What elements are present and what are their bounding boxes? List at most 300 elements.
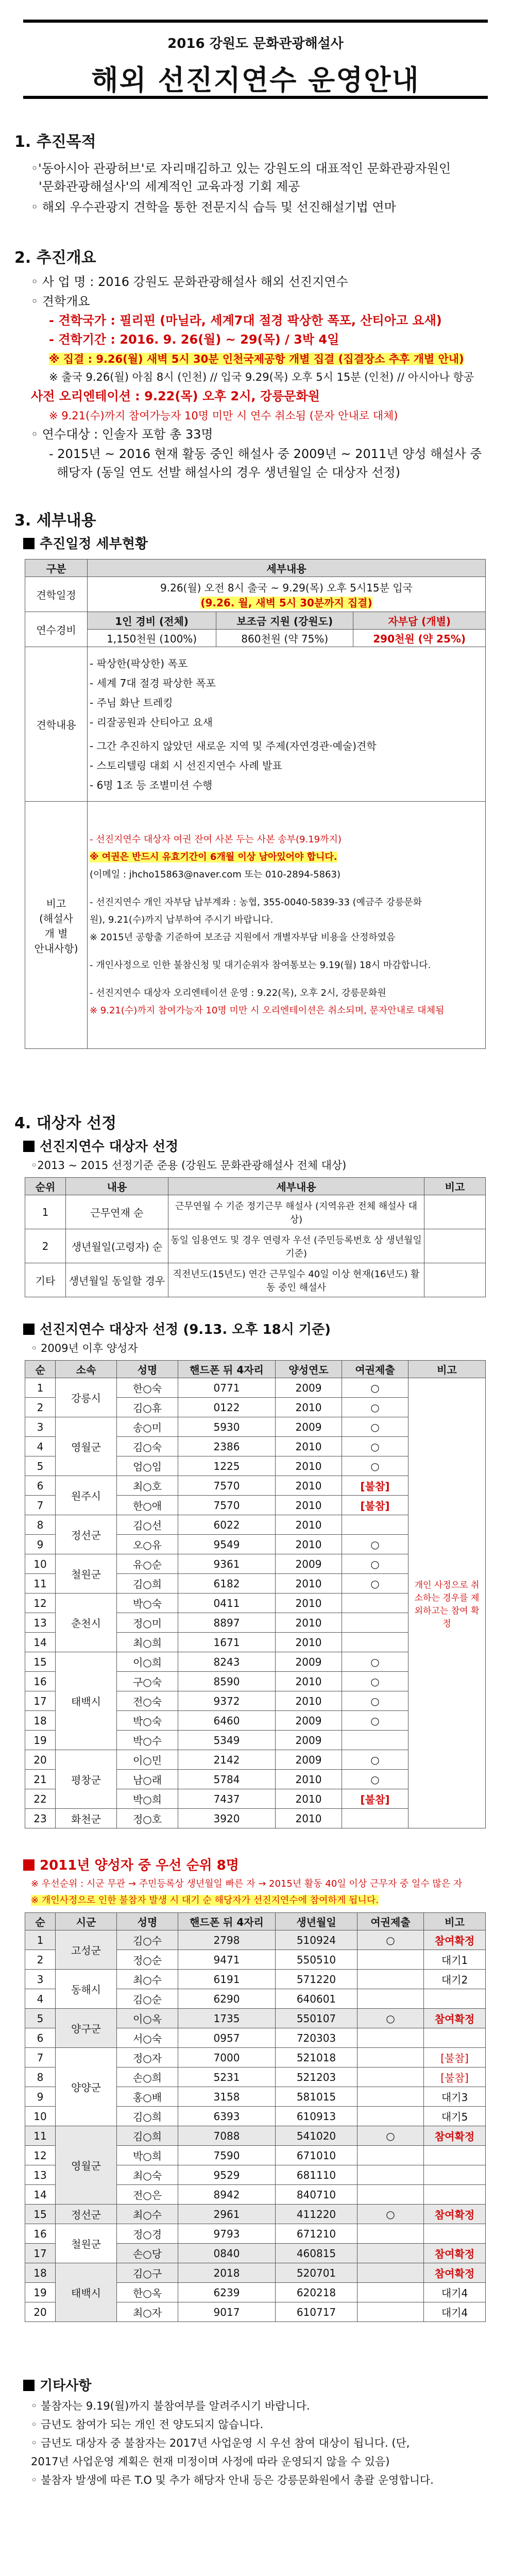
sel-table-header: 비고 xyxy=(408,1361,486,1378)
table-cell: 영월군 xyxy=(56,2126,117,2205)
table-cell xyxy=(357,2224,424,2244)
table-cell: 550510 xyxy=(276,1950,357,1970)
table-cell: 23 xyxy=(25,1809,56,1828)
table-cell: 19 xyxy=(25,1731,56,1750)
table-cell: 2010 xyxy=(276,1535,342,1554)
table-cell: 정○호 xyxy=(117,1809,178,1828)
note-item: - 개인사정으로 인한 불참신청 및 대기순위자 참여통보는 9.19(월) 18시 마감합니다. xyxy=(90,959,431,971)
table-cell xyxy=(357,2028,424,2048)
table-cell: 12 xyxy=(25,1594,56,1613)
cost-v3: 290천원 (약 25%) xyxy=(353,630,486,647)
table-cell: 2798 xyxy=(178,1930,276,1950)
table-cell: 520701 xyxy=(276,2263,357,2283)
table-cell xyxy=(424,1229,486,1263)
table-cell: 8942 xyxy=(178,2185,276,2205)
notes-label-3: 개 별 xyxy=(44,927,68,940)
table-cell: 김○순 xyxy=(117,1989,178,2009)
table-cell xyxy=(357,2263,424,2283)
table-cell: 대기4 xyxy=(424,2283,486,2302)
table-cell: 2961 xyxy=(178,2205,276,2224)
table-cell: ○ xyxy=(342,1672,408,1691)
table-cell: 681110 xyxy=(276,2165,357,2185)
table-cell: 이○옥 xyxy=(117,2009,178,2028)
s4-sub3 xyxy=(23,1855,239,1874)
pri-table-header: 순 xyxy=(25,1913,56,1930)
table-cell: 홍○배 xyxy=(117,2087,178,2107)
table-cell: 7088 xyxy=(178,2126,276,2146)
etc-item: 2017년 사업운영 계획은 현재 미정이며 사정에 따라 운영되지 않을 수 있음) xyxy=(31,2455,390,2468)
content-cell xyxy=(88,647,486,802)
table-cell: 5 xyxy=(25,1456,56,1476)
table-cell: [불참] xyxy=(342,1789,408,1809)
table-cell: 20 xyxy=(25,2302,56,2322)
table-cell: 철원군 xyxy=(56,1554,117,1594)
table-cell: 2009 xyxy=(276,1652,342,1672)
table-cell: 최○수 xyxy=(117,2205,178,2224)
table-row xyxy=(25,2205,486,2224)
table-cell: 17 xyxy=(25,2244,56,2263)
table-cell xyxy=(424,1263,486,1297)
table-cell: [불참] xyxy=(424,2067,486,2087)
etc-item: ◦ 불참자는 9.19(월)까지 불참여부를 알려주시기 바랍니다. xyxy=(31,2400,310,2412)
table-cell: ○ xyxy=(342,1711,408,1731)
etc-item: ◦ 불참자 발생에 따른 T.O 및 추가 해당자 안내 등은 강릉문화원에서 총괄 운영합니다. xyxy=(31,2474,434,2486)
table-cell xyxy=(357,2067,424,2087)
table-cell: 5 xyxy=(25,2009,56,2028)
table-cell: 정선군 xyxy=(56,1515,117,1554)
table-cell xyxy=(357,2087,424,2107)
table-cell xyxy=(357,2165,424,2185)
table-cell: 3920 xyxy=(178,1809,276,1828)
sel-table-header: 양성연도 xyxy=(276,1361,342,1378)
crit-table-header: 비고 xyxy=(424,1178,486,1195)
s2-r11: 해당자 (동일 연도 선발 해설사의 경우 생년월일 순 대상자 선정) xyxy=(57,465,400,480)
table-cell: 2010 xyxy=(276,1456,342,1476)
table-cell: 대기4 xyxy=(424,2302,486,2322)
table-cell xyxy=(424,2185,486,2205)
table-cell: 12 xyxy=(25,2146,56,2165)
cost-h3: 자부담 (개별) xyxy=(353,612,486,630)
note-spacer xyxy=(90,884,483,894)
table-cell: 직전년도(15년도) 연간 근무일수 40일 이상 현재(16년도) 활동 중인 해설사 xyxy=(168,1263,424,1297)
table-cell: 대기2 xyxy=(424,1970,486,1989)
cost-h2: 보조금 지원 (강원도) xyxy=(216,612,353,630)
table-cell: 최○자 xyxy=(117,2302,178,2322)
schedule-table xyxy=(25,559,486,1049)
table-cell: 이○민 xyxy=(117,1750,178,1770)
priority-table xyxy=(25,1912,486,2322)
cost-label: 연수경비 xyxy=(25,612,88,647)
table-cell: 3 xyxy=(25,1970,56,1989)
s2-r10: - 2015년 ~ 2016 현재 활동 중인 해설사 중 2009년 ~ 2011년 양성 해설사 중 xyxy=(49,447,482,461)
s3-sub xyxy=(23,533,148,552)
trip-label: 견학일정 xyxy=(25,577,88,612)
table-cell: 20 xyxy=(25,1750,56,1770)
content-item: - 세계 7대 절경 팍상한 폭포 xyxy=(90,676,216,689)
table-cell: 동해시 xyxy=(56,1970,117,2009)
note-item: ※ 2015년 공항출 기준하여 보조금 지원에서 개별자부담 비용을 산정하였음 xyxy=(90,931,396,943)
table-cell: 0957 xyxy=(178,2028,276,2048)
content-item: - 6명 1조 등 조별미션 수행 xyxy=(90,778,213,791)
table-cell: 2010 xyxy=(276,1496,342,1515)
etc-item: ◦ 금년도 참여가 되는 개인 전 양도되지 않습니다. xyxy=(31,2418,264,2431)
table-cell: 대기1 xyxy=(424,1950,486,1970)
table-cell: 19 xyxy=(25,2283,56,2302)
bullet-square-icon xyxy=(23,538,35,549)
s2-r4: - 견학기간 : 2016. 9. 26(월) ~ 29(목) / 3박 4일 xyxy=(49,332,339,347)
note-item: ※ 9.21(수)까지 참여가능자 10명 미만 시 오리엔테이션은 취소되며, 문자안내로 대체됨 xyxy=(90,1005,445,1016)
table-cell: 9372 xyxy=(178,1691,276,1711)
bullet-square-icon xyxy=(23,2380,35,2391)
content-list xyxy=(90,654,483,795)
table-cell: 10 xyxy=(25,1554,56,1574)
s2-r7: 사전 오리엔테이션 : 9.22(목) 오후 2시, 강릉문화원 xyxy=(31,389,320,403)
table-row xyxy=(25,2009,486,2028)
table-cell: 8243 xyxy=(178,1652,276,1672)
table-cell: 5784 xyxy=(178,1770,276,1789)
trip-line1: 9.26(월) 오전 8시 출국 ~ 9.29(목) 오후 5시15분 입국 xyxy=(160,581,413,594)
table-cell: 근무연재 순 xyxy=(66,1195,168,1229)
table-cell: 춘천시 xyxy=(56,1594,117,1652)
table-cell: 0840 xyxy=(178,2244,276,2263)
table-cell: ○ xyxy=(342,1535,408,1554)
table-cell: 9549 xyxy=(178,1535,276,1554)
table-cell: 840710 xyxy=(276,2185,357,2205)
table-cell: 김○희 xyxy=(117,2126,178,2146)
table-cell: ○ xyxy=(357,2205,424,2224)
table-cell: 571220 xyxy=(276,1970,357,1989)
pri-table-header: 여권제출 xyxy=(357,1913,424,1930)
table-row xyxy=(25,1263,486,1297)
table-cell: 최○숙 xyxy=(117,2165,178,2185)
table-cell: ○ xyxy=(342,1456,408,1476)
criteria-table xyxy=(25,1177,486,1297)
table-cell: ○ xyxy=(357,2009,424,2028)
table-cell xyxy=(357,2107,424,2126)
schedule-h-detail: 세부내용 xyxy=(88,560,486,577)
table-cell: 9361 xyxy=(178,1554,276,1574)
table-cell: 7000 xyxy=(178,2048,276,2067)
table-cell: 11 xyxy=(25,2126,56,2146)
table-cell: 4 xyxy=(25,1989,56,2009)
table-cell: 2386 xyxy=(178,1437,276,1456)
notes-label-4: 안내사항) xyxy=(34,942,78,955)
table-cell: 620218 xyxy=(276,2283,357,2302)
table-cell: 전○은 xyxy=(117,2185,178,2205)
table-cell: 기타 xyxy=(25,1263,66,1297)
pri-table-header: 시군 xyxy=(56,1913,117,1930)
s4-desc: ◦2013 ~ 2015 선정기준 준용 (강원도 문화관광해설사 전체 대상) xyxy=(31,1159,347,1172)
table-cell xyxy=(342,1594,408,1613)
table-cell: 9017 xyxy=(178,2302,276,2322)
table-row xyxy=(25,2048,486,2067)
table-row xyxy=(25,1970,486,1989)
table-cell: 최○수 xyxy=(117,1970,178,1989)
table-cell: 근무연월 수 기준 정기근무 해설사 (지역유관 전체 해설사 대상) xyxy=(168,1195,424,1229)
table-cell: 참여확정 xyxy=(424,2263,486,2283)
table-cell: 참여확정 xyxy=(424,2244,486,2263)
selection-table xyxy=(25,1360,486,1828)
document-header xyxy=(23,20,488,99)
table-cell: 김○희 xyxy=(117,1574,178,1594)
section-3-title: 3. 세부내용 xyxy=(14,512,96,530)
table-cell: 2018 xyxy=(178,2263,276,2283)
table-cell: 동일 임용연도 및 경우 연령자 우선 (주민등록번호 상 생년월일 기준) xyxy=(168,1229,424,1263)
trip-line2 xyxy=(90,595,483,609)
table-row xyxy=(25,1930,486,1950)
table-cell: [불참] xyxy=(342,1476,408,1496)
table-cell: ○ xyxy=(342,1652,408,1672)
table-cell: 6022 xyxy=(178,1515,276,1535)
table-cell: 9 xyxy=(25,2087,56,2107)
table-cell: 0771 xyxy=(178,1378,276,1398)
table-cell: 김○수 xyxy=(117,1930,178,1950)
table-cell: 14 xyxy=(25,1633,56,1652)
table-cell xyxy=(357,1950,424,1970)
table-cell: 3158 xyxy=(178,2087,276,2107)
table-cell xyxy=(357,1970,424,1989)
table-cell: 참여확정 xyxy=(424,1930,486,1950)
table-cell: ○ xyxy=(357,1930,424,1950)
table-cell: 17 xyxy=(25,1691,56,1711)
trip-cell xyxy=(88,577,486,612)
crit-table-header: 세부내용 xyxy=(168,1178,424,1195)
content-item: - 스토리텔링 대회 시 선진지연수 사례 발표 xyxy=(90,759,282,772)
table-row xyxy=(25,2126,486,2146)
s1-b1b: '문화관광해설사'의 세계적인 교육과정 기회 제공 xyxy=(39,179,300,194)
table-cell: 21 xyxy=(25,1770,56,1789)
table-cell: 6 xyxy=(25,1476,56,1496)
table-cell: 7590 xyxy=(178,2146,276,2165)
table-cell: 5349 xyxy=(178,1731,276,1750)
table-cell xyxy=(357,2146,424,2165)
table-cell: 6290 xyxy=(178,1989,276,2009)
table-cell: 강릉시 xyxy=(56,1378,117,1417)
pri-table-header: 비고 xyxy=(424,1913,486,1930)
table-cell: 2010 xyxy=(276,1770,342,1789)
etc-title xyxy=(23,2375,91,2394)
table-cell: 평창군 xyxy=(56,1750,117,1809)
table-cell: 1 xyxy=(25,1378,56,1398)
table-cell: 화천군 xyxy=(56,1809,117,1828)
table-cell: ○ xyxy=(357,2126,424,2146)
table-cell: 18 xyxy=(25,2263,56,2283)
bullet-square-icon xyxy=(23,1324,35,1335)
table-cell: 박○희 xyxy=(117,1789,178,1809)
s4-desc3: ※ 우선순위 : 시군 무관 → 주민등록상 생년월일 빠른 자 → 2015년 활동 40일 이상 근무자 중 일수 많은 자 xyxy=(31,1878,463,1889)
table-cell xyxy=(424,2028,486,2048)
note-item xyxy=(90,849,483,866)
etc-title-label: 기타사항 xyxy=(40,2378,92,2394)
table-cell: 1225 xyxy=(178,1456,276,1476)
content-item: - 리잘공원과 산티아고 요새 xyxy=(90,716,213,728)
s1-b1: ◦'동아시아 관광허브'로 자리매김하고 있는 강원도의 대표적인 문화관광자원인 xyxy=(31,161,451,176)
s3-sub-label: 추진일정 세부현황 xyxy=(40,536,148,552)
cost-v2: 860천원 (약 75%) xyxy=(216,630,353,647)
s2-r2: ◦ 견학개요 xyxy=(31,294,90,309)
table-cell xyxy=(357,1989,424,2009)
note-item-text: ※ 여권은 반드시 유효기간이 6개월 이상 남아있어야 합니다. xyxy=(90,851,337,862)
table-cell xyxy=(357,2048,424,2067)
s4-desc3b xyxy=(31,1892,379,1909)
table-cell: 15 xyxy=(25,1652,56,1672)
content-item: - 그간 추진하지 않았던 새로운 지역 및 주제(자연경관·예술)견학 xyxy=(90,739,377,752)
table-cell: 2142 xyxy=(178,1750,276,1770)
table-row xyxy=(25,1378,486,1398)
table-cell: 박○희 xyxy=(117,2146,178,2165)
table-cell: 2009 xyxy=(276,1711,342,1731)
table-cell: ○ xyxy=(342,1691,408,1711)
table-cell: 2010 xyxy=(276,1672,342,1691)
table-cell: 2009 xyxy=(276,1378,342,1398)
pri-table-header: 성명 xyxy=(117,1913,178,1930)
table-cell: 2009 xyxy=(276,1750,342,1770)
table-cell: 5231 xyxy=(178,2067,276,2087)
crit-table-header: 순위 xyxy=(25,1178,66,1195)
table-cell: 정○순 xyxy=(117,1950,178,1970)
table-cell: 7437 xyxy=(178,1789,276,1809)
table-cell: 철원군 xyxy=(56,2224,117,2263)
table-cell: 9793 xyxy=(178,2224,276,2244)
table-cell xyxy=(342,1515,408,1535)
table-cell: 한○애 xyxy=(117,1496,178,1515)
table-cell: 정○자 xyxy=(117,2048,178,2067)
table-row xyxy=(25,1229,486,1263)
note-item: - 선진지연수 대상자 오리엔테이션 운영 : 9.22(목), 오후 2시, 강릉문화원 xyxy=(90,987,386,998)
table-cell: 손○희 xyxy=(117,2067,178,2087)
table-cell: 6460 xyxy=(178,1711,276,1731)
table-cell: 550107 xyxy=(276,2009,357,2028)
table-cell: 엄○임 xyxy=(117,1456,178,1476)
table-cell: 2 xyxy=(25,1229,66,1263)
pri-table-header: 핸드폰 뒤 4자리 xyxy=(178,1913,276,1930)
table-cell: 2009 xyxy=(276,1554,342,1574)
s2-r5-text: ※ 집결 : 9.26(월) 새벽 5시 30분 인천국제공항 개별 집결 (집결장소 추후 개별 안내) xyxy=(49,353,464,365)
table-cell: ○ xyxy=(342,1378,408,1398)
s2-r5 xyxy=(49,350,464,368)
table-cell: ○ xyxy=(342,1770,408,1789)
table-cell: 610913 xyxy=(276,2107,357,2126)
s2-r9: ◦ 연수대상 : 인솔자 포함 총 33명 xyxy=(31,427,213,442)
cost-h1: 1인 경비 (전체) xyxy=(88,612,216,630)
table-cell: 참여확정 xyxy=(424,2126,486,2146)
table-cell: 2010 xyxy=(276,1691,342,1711)
table-cell: 1 xyxy=(25,1195,66,1229)
table-cell: [불참] xyxy=(342,1496,408,1515)
crit-table-header: 내용 xyxy=(66,1178,168,1195)
table-cell: 2010 xyxy=(276,1809,342,1828)
table-cell xyxy=(342,1809,408,1828)
table-cell: 2010 xyxy=(276,1574,342,1594)
table-cell: 15 xyxy=(25,2205,56,2224)
table-cell: 손○당 xyxy=(117,2244,178,2263)
table-cell: 2010 xyxy=(276,1398,342,1417)
table-cell: 0411 xyxy=(178,1594,276,1613)
table-cell: 720303 xyxy=(276,2028,357,2048)
table-cell: 참여확정 xyxy=(424,2009,486,2028)
table-cell: 7 xyxy=(25,1496,56,1515)
s4-sub2-label: 선진지연수 대상자 선정 (9.13. 오후 18시 기준) xyxy=(40,1322,331,1337)
table-cell: 2010 xyxy=(276,1515,342,1535)
table-cell: 김○희 xyxy=(117,2107,178,2126)
table-cell: 1735 xyxy=(178,2009,276,2028)
table-cell: 18 xyxy=(25,1711,56,1731)
table-cell: 태백시 xyxy=(56,2263,117,2322)
table-cell: 6239 xyxy=(178,2283,276,2302)
table-cell: 박○숙 xyxy=(117,1711,178,1731)
table-cell xyxy=(357,2185,424,2205)
table-row xyxy=(25,2263,486,2283)
table-cell: ○ xyxy=(342,1574,408,1594)
table-cell: 521203 xyxy=(276,2067,357,2087)
table-cell: 2010 xyxy=(276,1789,342,1809)
table-cell: 671010 xyxy=(276,2146,357,2165)
table-cell: 8897 xyxy=(178,1613,276,1633)
table-cell: 2010 xyxy=(276,1633,342,1652)
s2-r6: ※ 출국 9.26(월) 아침 8시 (인천) // 입국 9.29(목) 오후 5시 15분 (인천) // 아시아나 항공 xyxy=(49,371,474,383)
s2-r8: ※ 9.21(수)까지 참여가능자 10명 미만 시 연수 취소됨 (문자 안내로 대체) xyxy=(49,410,398,422)
table-cell: 참여확정 xyxy=(424,2205,486,2224)
note-spacer xyxy=(90,974,483,985)
trip-line2-text: (9.26. 월, 새벽 5시 30분까지 집결) xyxy=(200,596,372,609)
table-cell: 정○미 xyxy=(117,1613,178,1633)
table-cell: 박○수 xyxy=(117,1731,178,1750)
notes-label-cell xyxy=(25,802,88,1049)
etc-list xyxy=(31,2397,434,2489)
table-cell: 6393 xyxy=(178,2107,276,2126)
table-cell: 16 xyxy=(25,2224,56,2244)
table-cell: 양양군 xyxy=(56,2048,117,2126)
table-cell: 대기3 xyxy=(424,2087,486,2107)
table-cell: 9 xyxy=(25,1535,56,1554)
table-cell: 서○숙 xyxy=(117,2028,178,2048)
table-cell: 0122 xyxy=(178,1398,276,1417)
table-cell: 1671 xyxy=(178,1633,276,1652)
table-cell: 김○휴 xyxy=(117,1398,178,1417)
notes-cell xyxy=(88,802,486,1049)
bullet-square-icon xyxy=(23,1859,35,1871)
table-cell: 김○선 xyxy=(117,1515,178,1535)
table-cell: 581015 xyxy=(276,2087,357,2107)
table-cell xyxy=(424,1989,486,2009)
table-cell xyxy=(424,1195,486,1229)
table-cell: 영월군 xyxy=(56,1417,117,1476)
header-title: 해외 선진지연수 운영안내 xyxy=(91,64,420,96)
table-cell: 13 xyxy=(25,1613,56,1633)
table-cell: 대기5 xyxy=(424,2107,486,2126)
table-cell: 2010 xyxy=(276,1437,342,1456)
table-cell: 411220 xyxy=(276,2205,357,2224)
cost-v1: 1,150천원 (100%) xyxy=(88,630,216,647)
s2-r1: ◦ 사 업 명 : 2016 강원도 문화관광해설사 해외 선진지연수 xyxy=(31,275,348,289)
table-cell: 9529 xyxy=(178,2165,276,2185)
notes-list xyxy=(90,831,483,1020)
table-cell: 김○구 xyxy=(117,2263,178,2283)
table-cell: 정○경 xyxy=(117,2224,178,2244)
sel-table-header: 순 xyxy=(25,1361,56,1378)
table-cell: 510924 xyxy=(276,1930,357,1950)
note-spacer xyxy=(90,946,483,957)
table-cell: 10 xyxy=(25,2107,56,2126)
table-cell: 4 xyxy=(25,1437,56,1456)
table-cell: 9471 xyxy=(178,1950,276,1970)
table-cell: 8590 xyxy=(178,1672,276,1691)
table-row xyxy=(25,2224,486,2244)
table-cell: 2009 xyxy=(276,1417,342,1437)
table-cell: 최○호 xyxy=(117,1476,178,1496)
section-4-title: 4. 대상자 선정 xyxy=(14,1114,117,1132)
table-cell: 송○미 xyxy=(117,1417,178,1437)
